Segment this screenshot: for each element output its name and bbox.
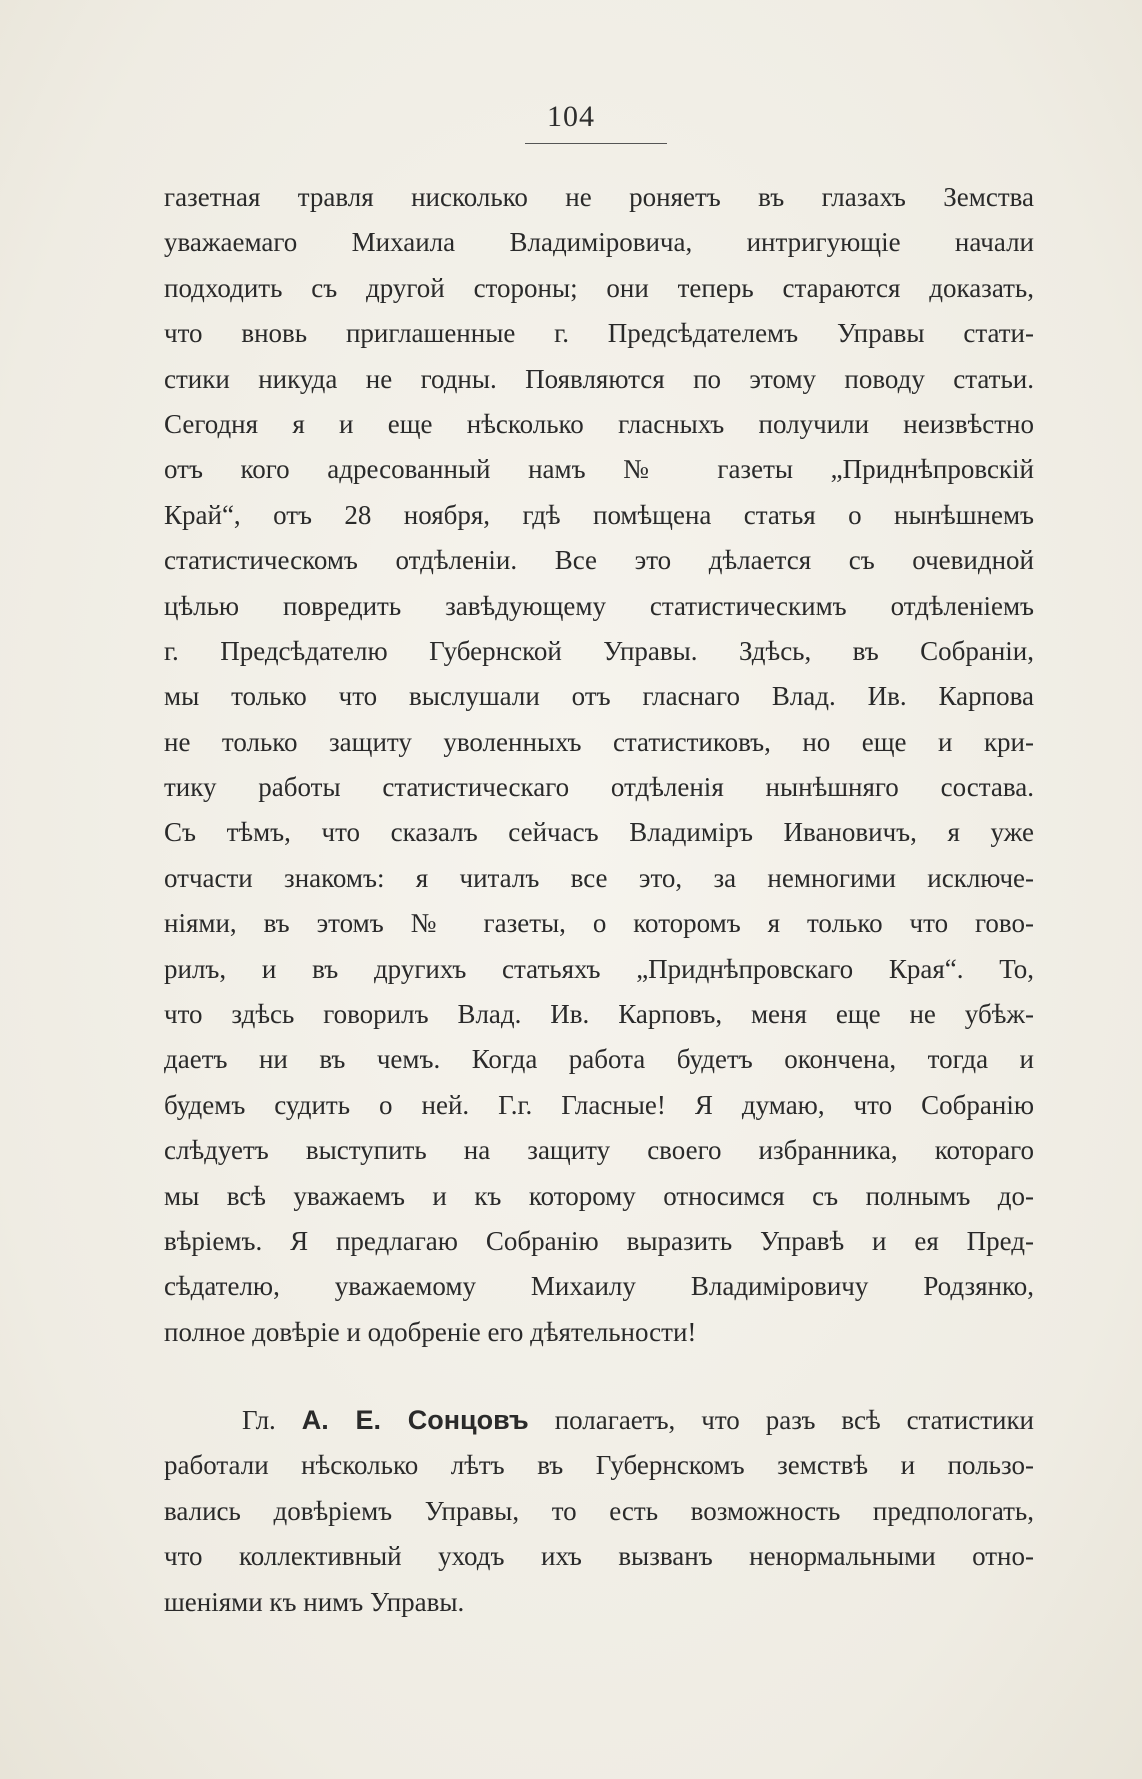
text-line: что коллективный уходъ ихъ вызванъ ненормальными отно- <box>164 1541 1034 1572</box>
text-line: цѣлью повредить завѣдующему статистическимъ отдѣленіемъ <box>164 590 1034 621</box>
first-line-text: полагаетъ, что разъ всѣ статистики <box>554 1405 1034 1435</box>
text-line: газетная травля нисколько не роняетъ въ глазахъ Земства <box>164 182 1034 212</box>
text-line: отъ кого адресованный намъ № газеты „Приднѣпровскій <box>164 454 1034 485</box>
text-line-last: шеніями къ нимъ Управы. <box>164 1586 465 1617</box>
text-line: Сегодня я и еще нѣсколько гласныхъ получили неизвѣстно <box>164 408 1034 439</box>
text-line: сѣдателю, уважаемому Михаилу Владиміровичу Родзянко, <box>164 1271 1034 1302</box>
paragraph-2 <box>164 1398 1034 1625</box>
text-line: что вновь приглашенные г. Предсѣдателемъ Управы стати- <box>164 318 1034 349</box>
text-line: что здѣсь говорилъ Влад. Ив. Карповъ, меня еще не убѣж- <box>164 999 1034 1030</box>
text-line: будемъ судить о ней. Г.г. Гласные! Я думаю, что Собранію <box>164 1089 1034 1120</box>
text-line: вѣріемъ. Я предлагаю Собранію выразить Управѣ и ея Пред- <box>164 1225 1034 1256</box>
text-line-first <box>164 1398 1034 1443</box>
text-line: Край“, отъ 28 ноября, гдѣ помѣщена статья о нынѣшнемъ <box>164 499 1034 530</box>
text-line: работали нѣсколько лѣтъ въ Губернскомъ земствѣ и пользо- <box>164 1450 1034 1481</box>
text-line-last: полное довѣріе и одобреніе его дѣятельности! <box>164 1316 697 1347</box>
text-line: подходить съ другой стороны; они теперь стараются доказать, <box>164 272 1034 303</box>
paragraph-1 <box>164 175 1034 1355</box>
text-line: мы только что выслушали отъ гласнаго Влад. Ив. Карпова <box>164 681 1034 712</box>
text-line: рилъ, и въ другихъ статьяхъ „Приднѣпровскаго Края“. То, <box>164 953 1034 984</box>
text-line: тику работы статистическаго отдѣленія нынѣшняго состава. <box>164 772 1034 803</box>
text-line: не только защиту уволенныхъ статистиковъ, но еще и кри- <box>164 726 1034 757</box>
page-number-rule <box>525 143 667 144</box>
text-line: статистическомъ отдѣленіи. Все это дѣлается съ очевидной <box>164 545 1034 576</box>
speaker-name: А. Е. Сонцовъ <box>301 1405 529 1435</box>
text-line: Съ тѣмъ, что сказалъ сейчасъ Владиміръ Ивановичъ, я уже <box>164 817 1034 848</box>
text-line: ніями, въ этомъ № газеты, о которомъ я только что гово- <box>164 908 1034 939</box>
text-line: слѣдуетъ выступить на защиту своего избранника, котораго <box>164 1135 1034 1166</box>
text-line: уважаемаго Михаила Владиміровича, интригующіе начали <box>164 227 1034 258</box>
text-line: отчасти знакомъ: я читалъ все это, за немногими исключе- <box>164 862 1034 893</box>
text-line: вались довѣріемъ Управы, то есть возможность предпологать, <box>164 1495 1034 1526</box>
text-line: стики никуда не годны. Появляются по этому поводу статьи. <box>164 363 1034 394</box>
text-line: даетъ ни въ чемъ. Когда работа будетъ окончена, тогда и <box>164 1044 1034 1075</box>
speaker-prefix: Гл. <box>242 1405 276 1435</box>
page-number: 104 <box>547 100 595 133</box>
text-line: г. Предсѣдателю Губернской Управы. Здѣсь, въ Собраніи, <box>164 635 1034 666</box>
text-line: мы всѣ уважаемъ и къ которому относимся съ полнымъ до- <box>164 1180 1034 1211</box>
